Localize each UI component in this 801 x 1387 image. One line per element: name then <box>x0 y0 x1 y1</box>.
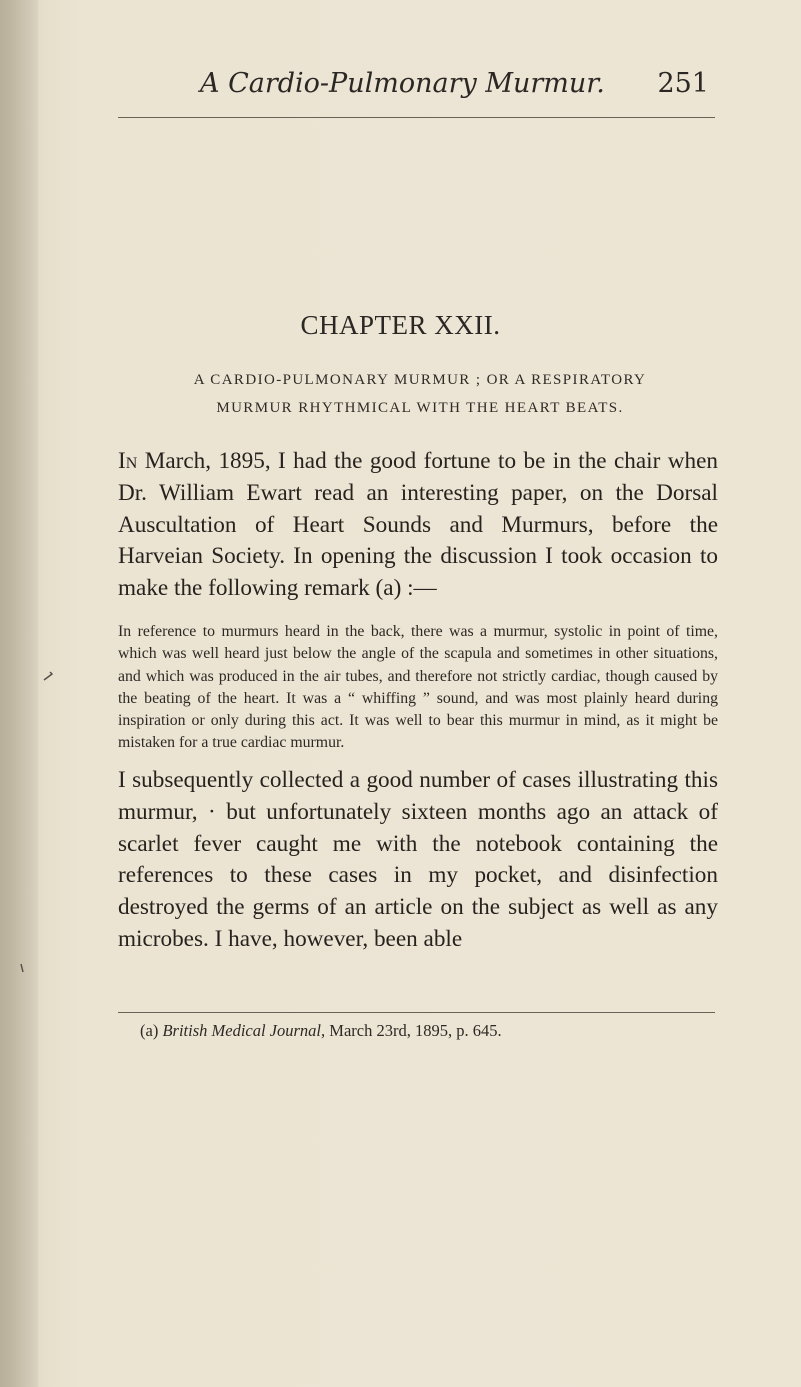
margin-mark <box>42 670 56 682</box>
quoted-remark: In reference to murmurs heard in the back, there was a murmur, systolic in point of time, which was well heard just below the angle of the scapula and sometimes in other situations, and which was produced in the air tubes, and therefore not strictly cardiac, though caused by the beating of the heart. It was a “ whiffing ” sound, and was most plainly heard during inspiration or only during this act. It was well to bear this murmur in mind, as it might be mistaken for a true cardiac murmur. <box>118 623 718 752</box>
footnote-journal: British Medical Journal, <box>162 1021 326 1040</box>
footnote-marker: (a) <box>140 1021 159 1040</box>
page-number: 251 <box>657 68 709 99</box>
spine-shadow <box>0 0 38 1387</box>
chapter-subtitle-line-1: A CARDIO-PULMONARY MURMUR ; OR A RESPIRATORY <box>193 372 647 388</box>
running-title: A Cardio-Pulmonary Murmur. <box>200 68 605 99</box>
paragraph-opening <box>118 446 718 605</box>
footnote <box>140 1021 502 1041</box>
paragraph-opening-text: March, 1895, I had the good fortune to be in the chair when Dr. William Ewart read an interesting paper, on the Dorsal Auscultation of Heart Sounds and Murmurs, before the Harveian Society. In opening the discussion I took occasion to make the following remark (a) :— <box>118 448 718 602</box>
margin-mark <box>18 962 28 974</box>
footnote-details: March 23rd, 1895, p. 645. <box>325 1021 502 1040</box>
paragraph-continuation: I subsequently collected a good number of cases illustrating this murmur, · but unfortunately sixteen months ago an attack of scarlet fever caught me with the notebook containing the references to these cases in my pocket, and disinfection destroyed the germs of an article on the subject as well as any microbes. I have, however, been able <box>118 767 718 952</box>
header-rule <box>118 117 715 118</box>
footnote-rule <box>118 1012 715 1013</box>
paragraph-lead-word: In <box>118 448 138 474</box>
chapter-subtitle-line-2: MURMUR RHYTHMICAL WITH THE HEART BEATS. <box>216 400 624 416</box>
chapter-title: CHAPTER XXII. <box>300 310 501 340</box>
running-head <box>0 68 801 108</box>
